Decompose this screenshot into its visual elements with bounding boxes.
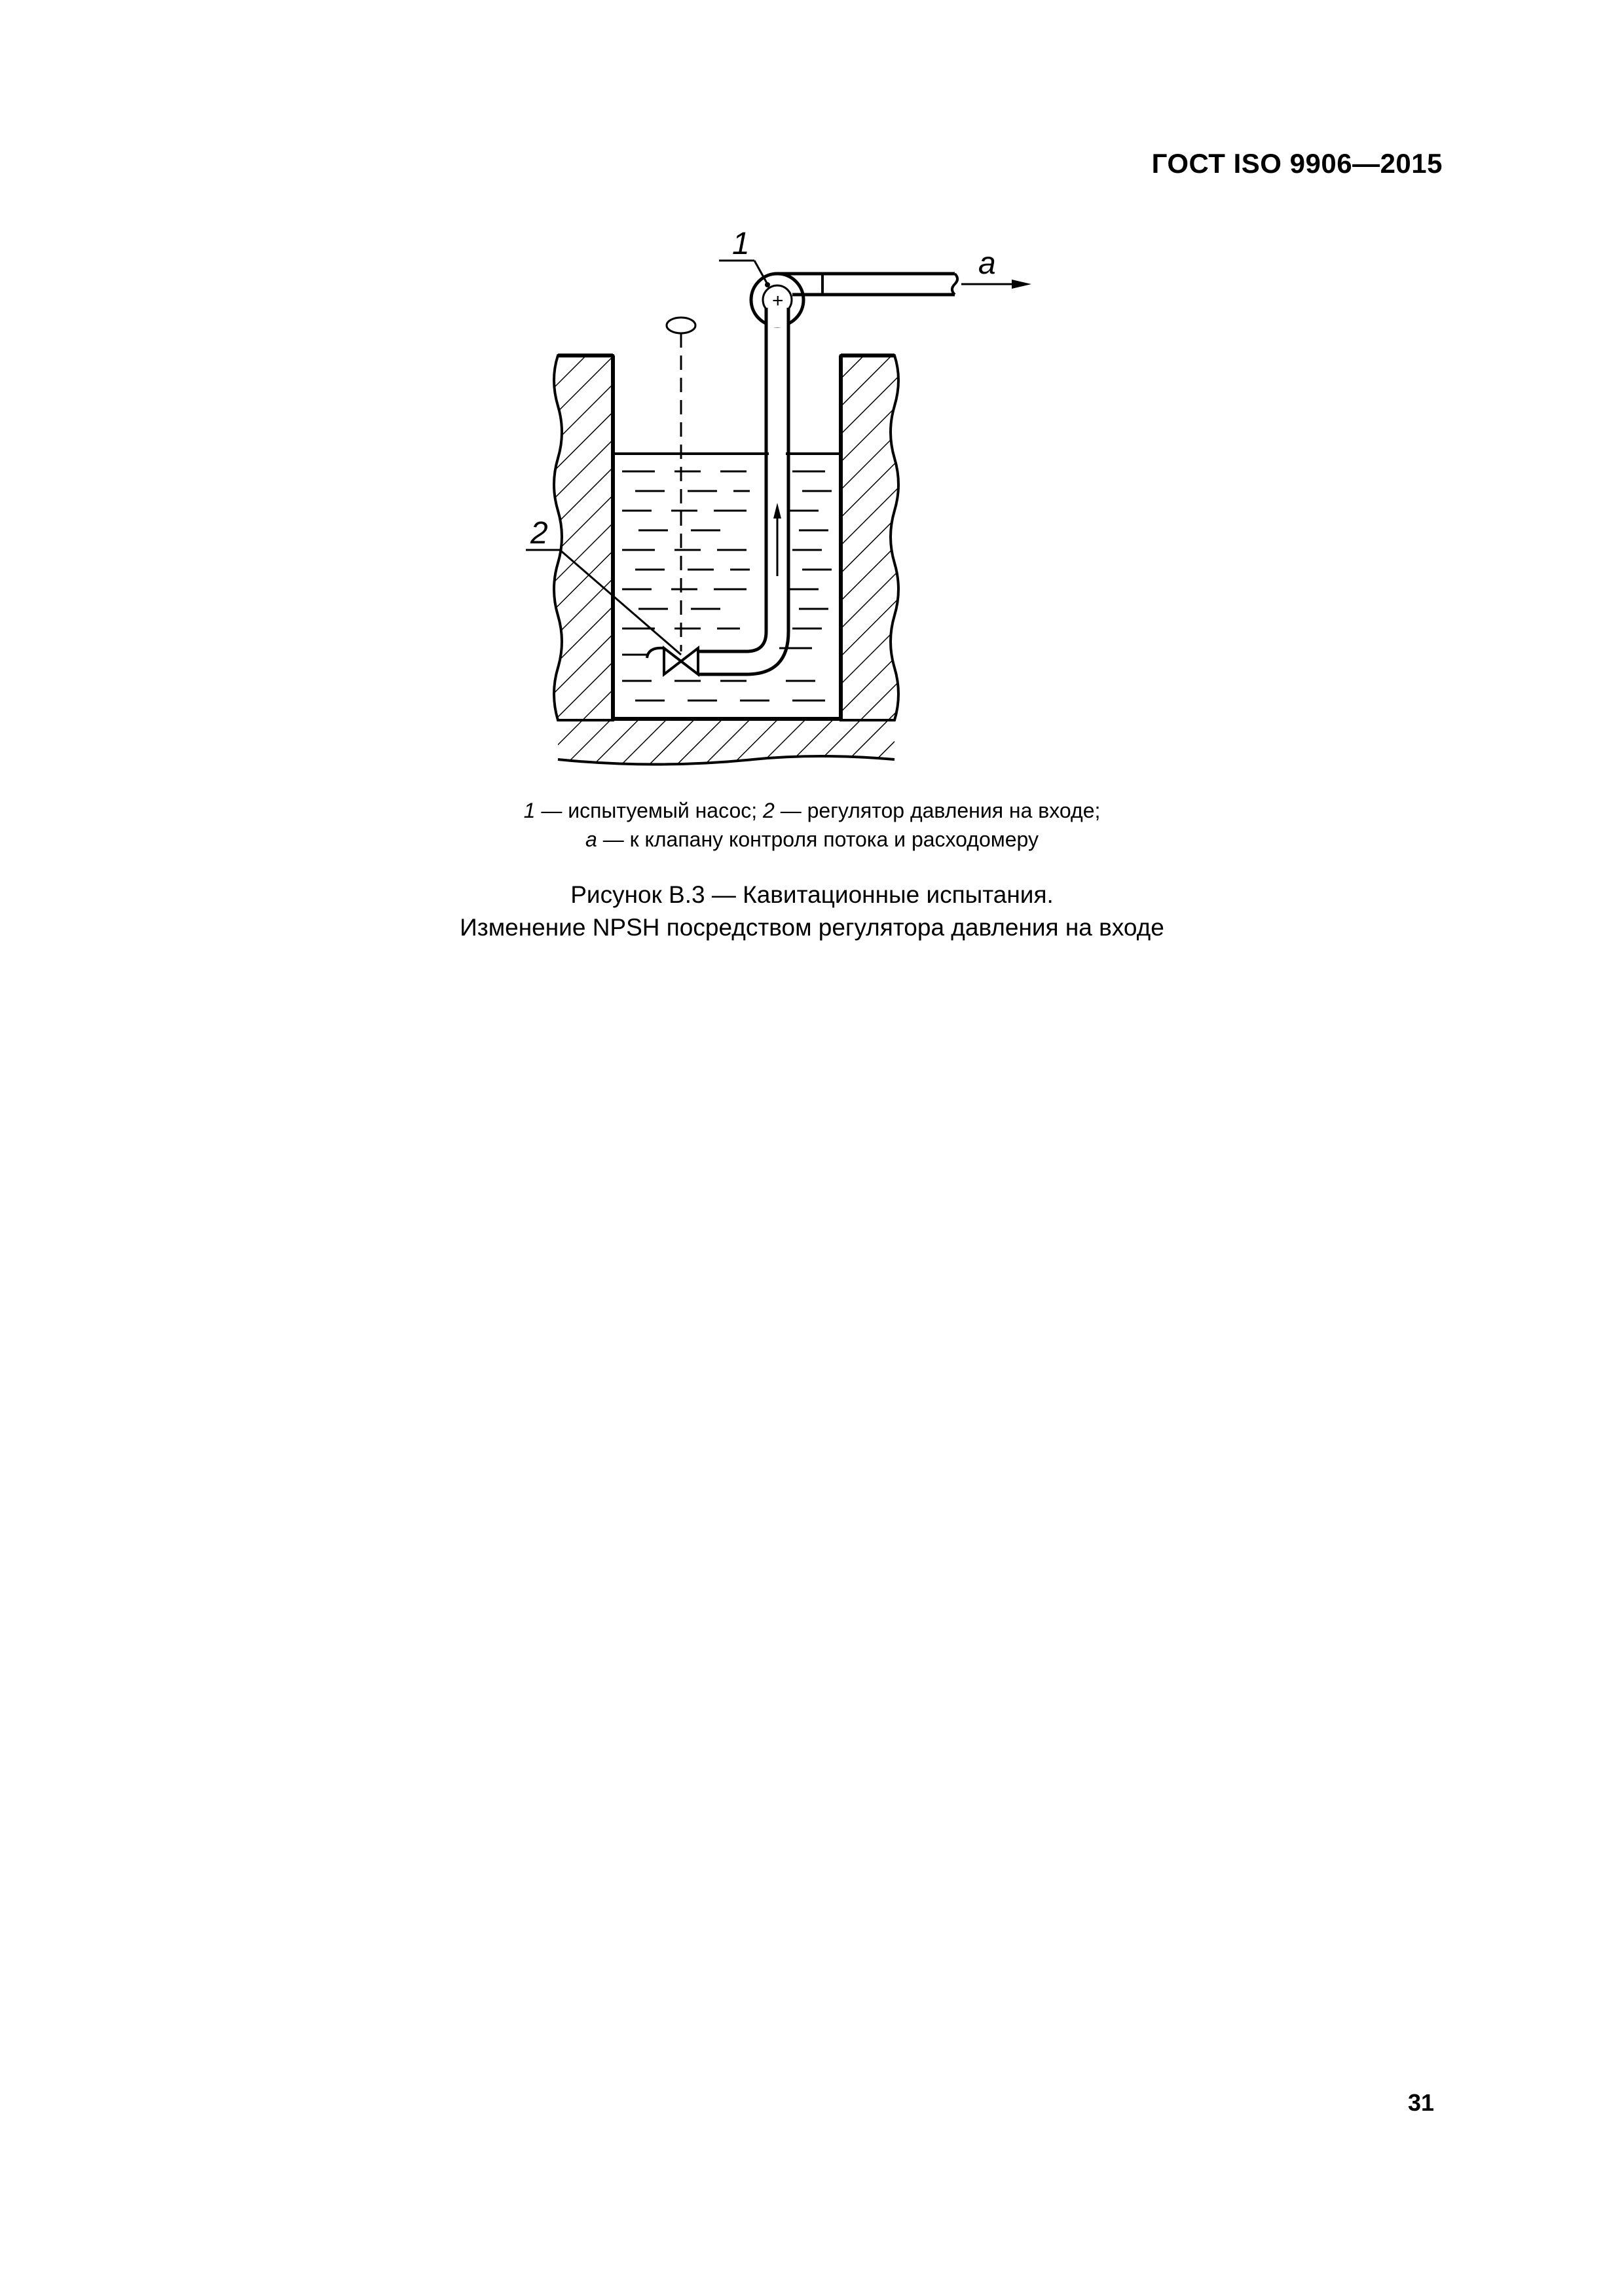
figure-caption — [0, 879, 1624, 944]
discharge-pipe — [777, 274, 955, 295]
pipe-break — [952, 274, 957, 295]
right-wall — [841, 355, 898, 720]
caption-line-2: Изменение NPSH посредством регулятора давления на входе — [460, 914, 1164, 941]
regulator-handle — [667, 318, 695, 333]
legend-line-1: 1 — испытуемый насос; 2 — регулятор давления на входе; — [523, 799, 1101, 822]
callout-a: a — [978, 246, 996, 281]
document-code: ГОСТ ISO 9906—2015 — [1151, 148, 1443, 179]
left-wall — [554, 355, 613, 720]
figure-legend — [0, 796, 1624, 854]
legend-line-2: a — к клапану контроля потока и расходомеру — [585, 828, 1039, 851]
cavitation-test-diagram — [524, 223, 1087, 773]
callout-2: 2 — [530, 516, 548, 551]
callout-1: 1 — [732, 227, 750, 261]
tank-cavity — [613, 355, 841, 720]
pump-plus-sign: + — [772, 290, 784, 312]
page-number: 31 — [1408, 2089, 1435, 2116]
caption-line-1: Рисунок B.3 — Кавитационные испытания. — [570, 881, 1054, 908]
